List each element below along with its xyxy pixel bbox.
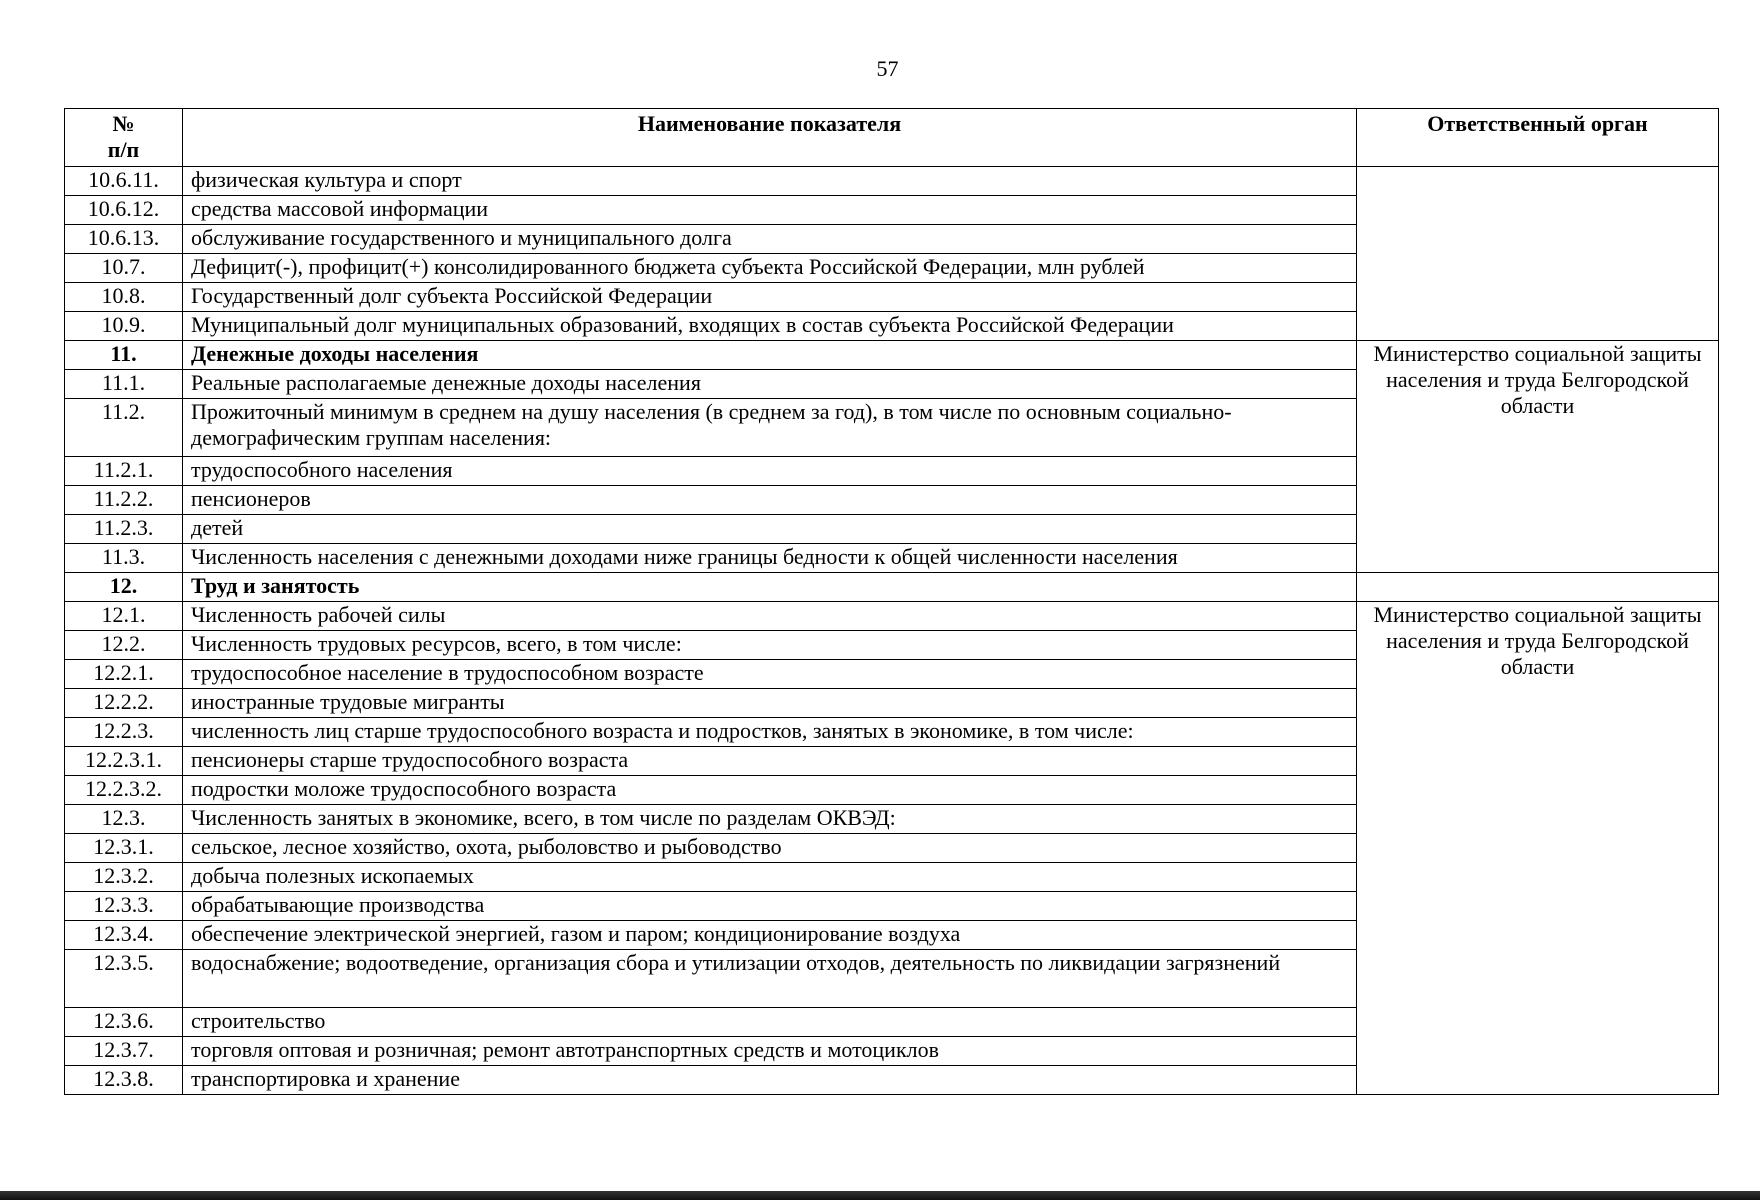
- org-cell-ministry: Министерство социальной защиты населения и труда Белгородской области: [1357, 341, 1719, 573]
- row-num: 11.3.: [65, 544, 183, 573]
- page-number: 57: [876, 56, 899, 81]
- row-num: 12.3.: [65, 805, 183, 834]
- row-name: детей: [183, 515, 1357, 544]
- org-cell-empty: [1357, 573, 1719, 602]
- row-num: 12.3.4.: [65, 921, 183, 950]
- row-num: 11.: [65, 341, 183, 370]
- row-name: подростки моложе трудоспособного возраста: [183, 776, 1357, 805]
- row-num: 11.2.: [65, 399, 183, 457]
- row-num: 12.3.2.: [65, 863, 183, 892]
- section-row: [65, 573, 1719, 602]
- row-num: 10.6.11.: [65, 167, 183, 196]
- indicators-table: [64, 108, 1719, 1095]
- row-num: 10.9.: [65, 312, 183, 341]
- row-num: 11.2.1.: [65, 457, 183, 486]
- row-num: 12.3.6.: [65, 1008, 183, 1037]
- section-row: [65, 341, 1719, 370]
- row-num: 11.1.: [65, 370, 183, 399]
- row-name: транспортировка и хранение: [183, 1066, 1357, 1095]
- row-num: 12.2.2.: [65, 689, 183, 718]
- row-name: добыча полезных ископаемых: [183, 863, 1357, 892]
- bottom-page-border: [0, 1191, 1760, 1200]
- row-num: 12.2.: [65, 631, 183, 660]
- header-num-line1: №: [112, 111, 135, 136]
- row-num: 12.2.3.1.: [65, 747, 183, 776]
- row-num: 12.2.3.2.: [65, 776, 183, 805]
- row-name: обрабатывающие производства: [183, 892, 1357, 921]
- row-name: численность лиц старше трудоспособного возраста и подростков, занятых в экономике, в том числе:: [183, 718, 1357, 747]
- row-name: трудоспособного населения: [183, 457, 1357, 486]
- row-name: Дефицит(-), профицит(+) консолидированного бюджета субъекта Российской Федерации, млн рублей: [183, 254, 1357, 283]
- row-name: Численность населения с денежными доходами ниже границы бедности к общей численности населения: [183, 544, 1357, 573]
- header-name: Наименование показателя: [183, 109, 1357, 167]
- row-name: сельское, лесное хозяйство, охота, рыболовство и рыбоводство: [183, 834, 1357, 863]
- row-name: Численность трудовых ресурсов, всего, в том числе:: [183, 631, 1357, 660]
- row-num: 12.2.3.: [65, 718, 183, 747]
- row-name: средства массовой информации: [183, 196, 1357, 225]
- row-num: 12.3.1.: [65, 834, 183, 863]
- row-name: Реальные располагаемые денежные доходы населения: [183, 370, 1357, 399]
- row-name: Численность рабочей силы: [183, 602, 1357, 631]
- header-num-line2: п/п: [107, 137, 140, 162]
- row-name: обслуживание государственного и муниципального долга: [183, 225, 1357, 254]
- row-name: пенсионеры старше трудоспособного возраста: [183, 747, 1357, 776]
- row-name: трудоспособное население в трудоспособном возрасте: [183, 660, 1357, 689]
- row-name: Численность занятых в экономике, всего, в том числе по разделам ОКВЭД:: [183, 805, 1357, 834]
- row-name: пенсионеров: [183, 486, 1357, 515]
- row-num: 12.3.3.: [65, 892, 183, 921]
- table-row: [65, 602, 1719, 631]
- row-num: 10.7.: [65, 254, 183, 283]
- row-name: физическая культура и спорт: [183, 167, 1357, 196]
- table-header-row: [65, 109, 1719, 167]
- row-num: 12.1.: [65, 602, 183, 631]
- row-num: 11.2.3.: [65, 515, 183, 544]
- row-num: 10.6.12.: [65, 196, 183, 225]
- row-num: 10.8.: [65, 283, 183, 312]
- row-name: торговля оптовая и розничная; ремонт автотранспортных средств и мотоциклов: [183, 1037, 1357, 1066]
- row-num: 12.3.7.: [65, 1037, 183, 1066]
- row-name: строительство: [183, 1008, 1357, 1037]
- header-org: Ответственный орган: [1357, 109, 1719, 167]
- row-name: иностранные трудовые мигранты: [183, 689, 1357, 718]
- row-num: 12.: [65, 573, 183, 602]
- row-num: 12.3.8.: [65, 1066, 183, 1095]
- row-name: Государственный долг субъекта Российской Федерации: [183, 283, 1357, 312]
- row-name: Муниципальный долг муниципальных образований, входящих в состав субъекта Российской Федерации: [183, 312, 1357, 341]
- row-name: водоснабжение; водоотведение, организация сбора и утилизации отходов, деятельность по ликвидации загрязнений: [183, 950, 1357, 1008]
- row-name: Прожиточный минимум в среднем на душу населения (в среднем за год), в том числе по основным социально-демографическим группам населения:: [183, 399, 1357, 457]
- row-name: обеспечение электрической энергией, газом и паром; кондиционирование воздуха: [183, 921, 1357, 950]
- row-name: Денежные доходы населения: [183, 341, 1357, 370]
- row-num: 12.2.1.: [65, 660, 183, 689]
- row-name: Труд и занятость: [183, 573, 1357, 602]
- row-num: 10.6.13.: [65, 225, 183, 254]
- org-cell-ministry: Министерство социальной защиты населения и труда Белгородской области: [1357, 602, 1719, 1095]
- header-num: [65, 109, 183, 167]
- row-num: 11.2.2.: [65, 486, 183, 515]
- org-cell-empty: [1357, 167, 1719, 341]
- row-num: 12.3.5.: [65, 950, 183, 1008]
- table-row: [65, 167, 1719, 196]
